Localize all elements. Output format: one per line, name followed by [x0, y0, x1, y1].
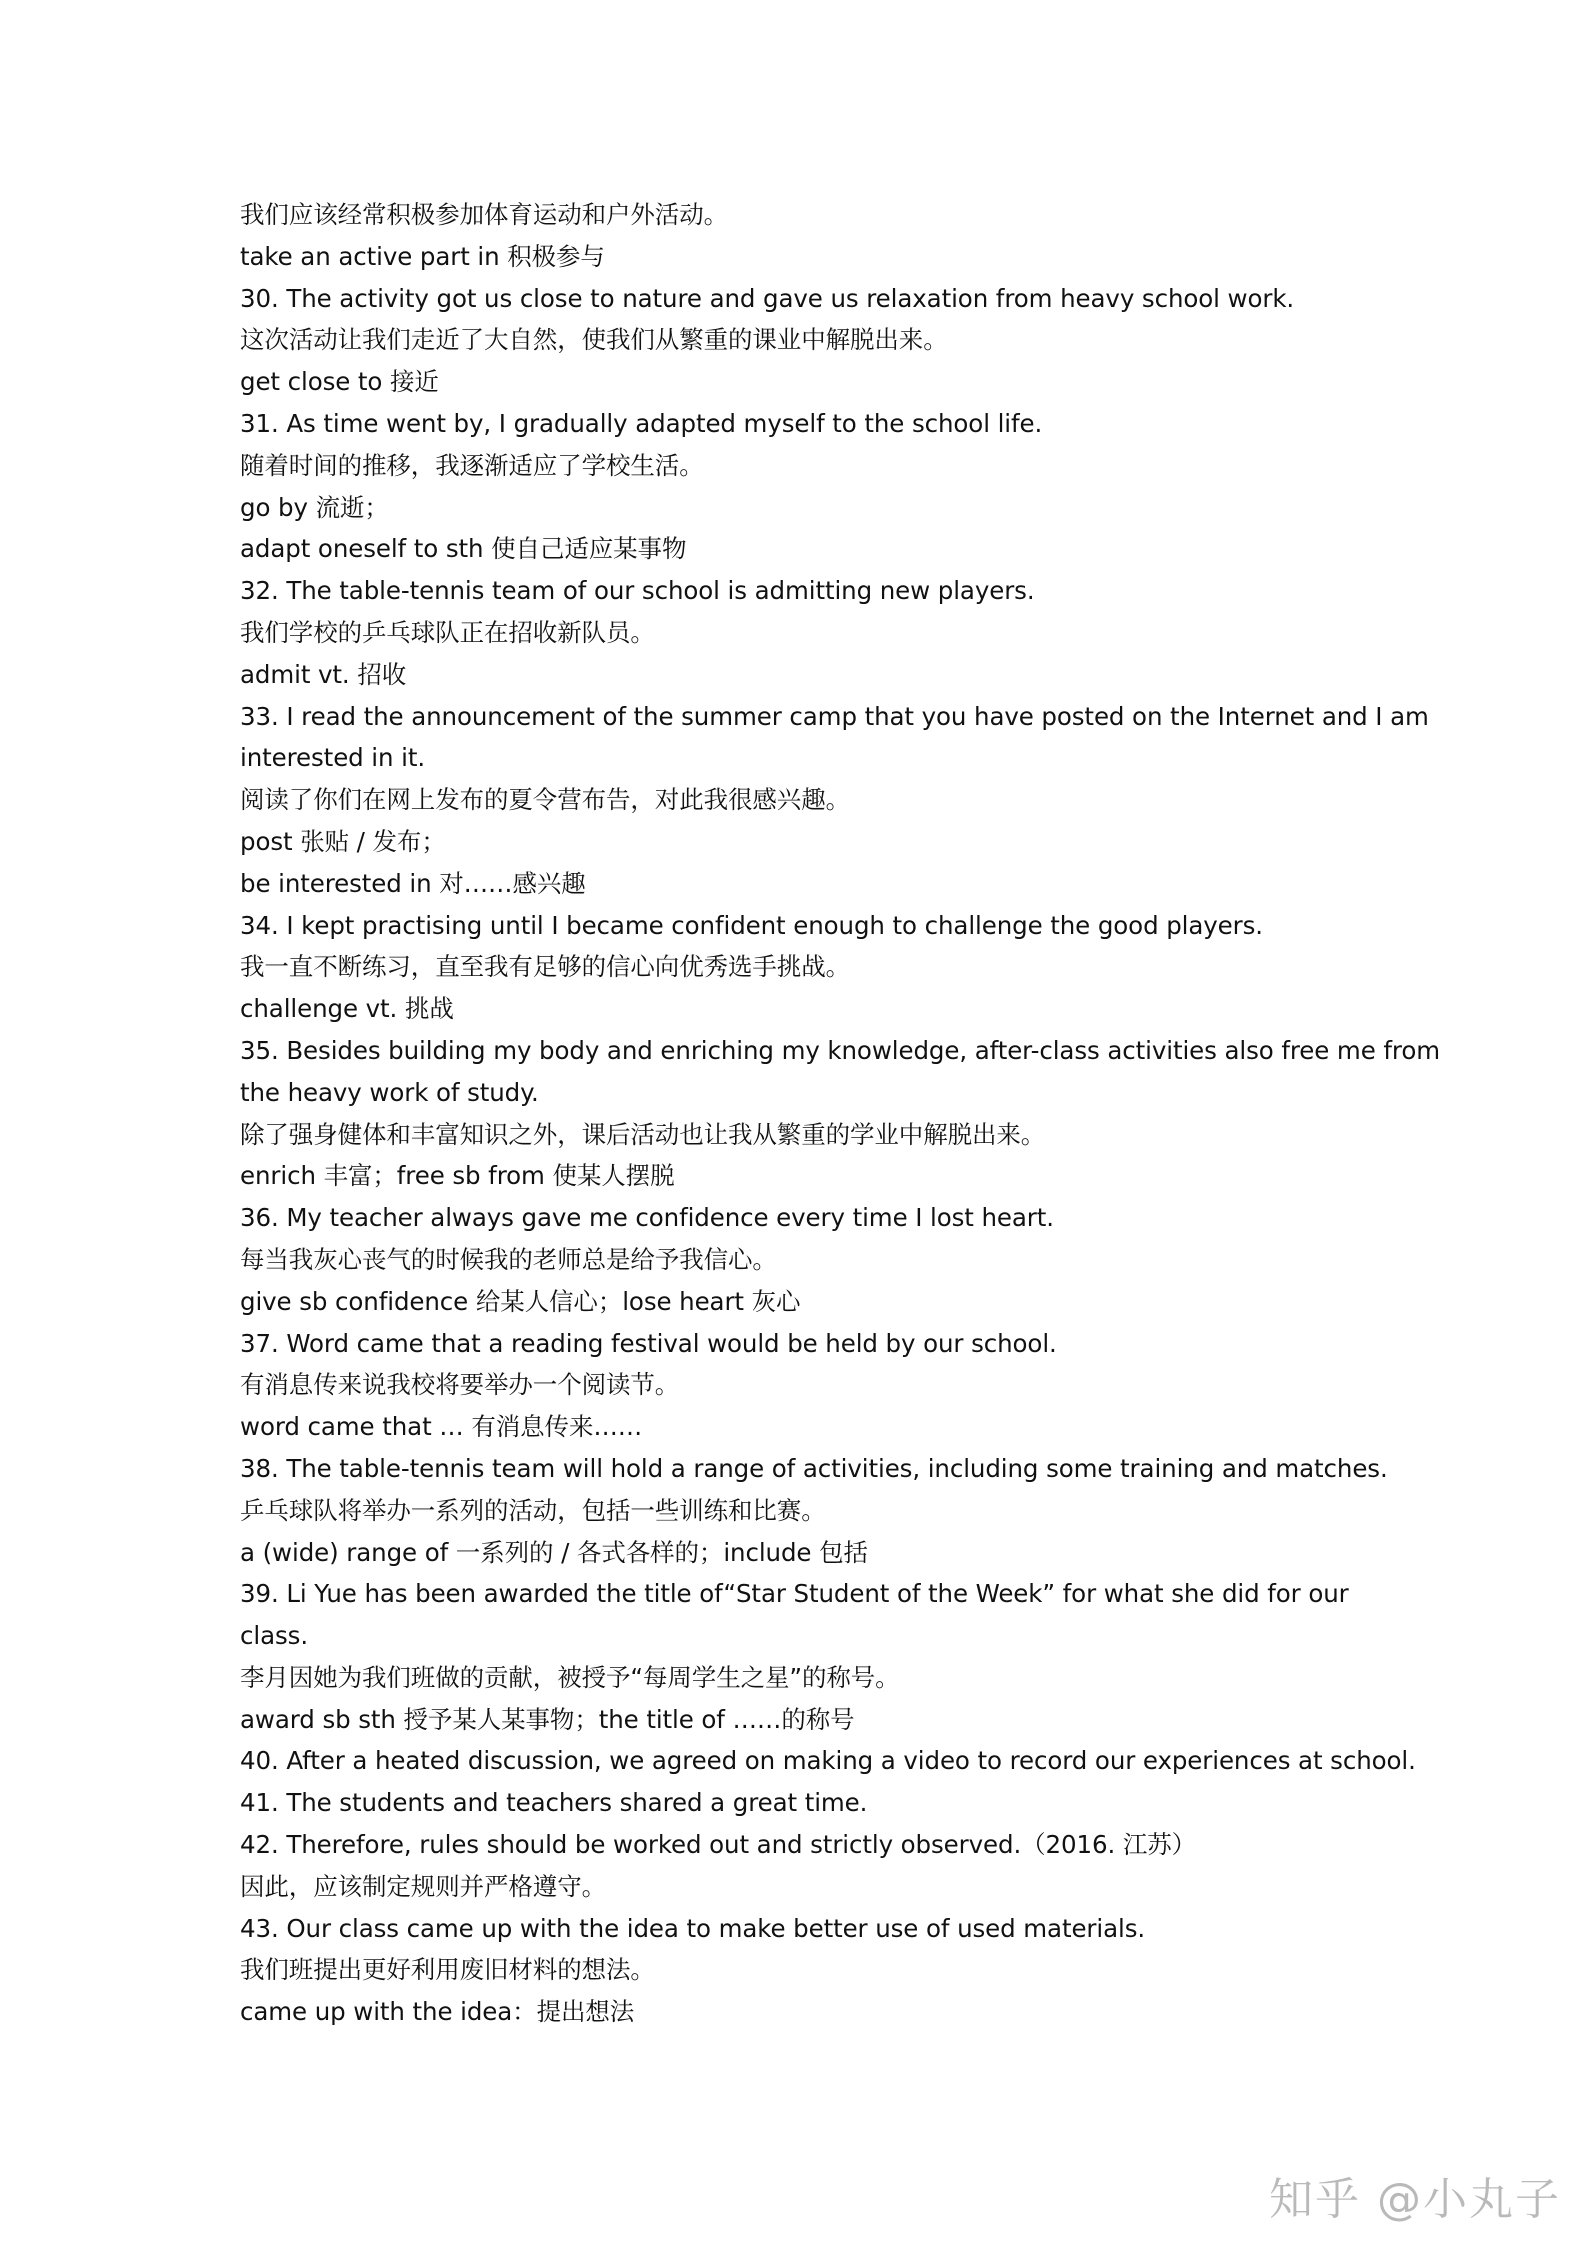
text-line: adapt oneself to sth 使自己适应某事物: [240, 534, 687, 564]
text-line: class.: [240, 1621, 309, 1651]
document-body: [240, 194, 1440, 2033]
text-line: give sb confidence 给某人信心；lose heart 灰心: [240, 1286, 801, 1316]
text-line: be interested in 对……感兴趣: [240, 868, 586, 898]
text-line: go by 流逝；: [240, 492, 389, 522]
text-line: challenge vt. 挑战: [240, 994, 454, 1024]
text-line: 39. Li Yue has been awarded the title of“Star Student of the Week” for what she did for our: [240, 1579, 1349, 1609]
text-line: take an active part in 积极参与: [240, 241, 605, 271]
text-line: 43. Our class came up with the idea to make better use of used materials.: [240, 1913, 1146, 1943]
text-line: enrich 丰富；free sb from 使某人摆脱: [240, 1161, 675, 1191]
text-line: 36. My teacher always gave me confidence every time I lost heart.: [240, 1203, 1054, 1233]
text-line: 42. Therefore, rules should be worked out and strictly observed.（2016. 江苏）: [240, 1830, 1197, 1860]
text-line: 41. The students and teachers shared a great time.: [240, 1788, 868, 1818]
text-line: 我们班提出更好利用废旧材料的想法。: [240, 1955, 655, 1985]
text-line: came up with the idea：提出想法: [240, 1997, 635, 2027]
text-line: 我们学校的乒乓球队正在招收新队员。: [240, 617, 655, 647]
text-line: award sb sth 授予某人某事物；the title of ……的称号: [240, 1704, 855, 1734]
text-line: get close to 接近: [240, 367, 439, 397]
text-line: 30. The activity got us close to nature and gave us relaxation from heavy school work.: [240, 283, 1295, 313]
text-line: 33. I read the announcement of the summer camp that you have posted on the Internet and I am: [240, 701, 1429, 731]
text-line: 阅读了你们在网上发布的夏令营布告，对此我很感兴趣。: [240, 785, 850, 815]
text-line: interested in it.: [240, 743, 426, 773]
text-line: 34. I kept practising until I became confident enough to challenge the good players.: [240, 910, 1263, 940]
text-line: the heavy work of study.: [240, 1077, 539, 1107]
text-line: 31. As time went by, I gradually adapted myself to the school life.: [240, 408, 1043, 438]
zhihu-watermark: 知乎 @小丸子: [1269, 2174, 1561, 2225]
text-line: 这次活动让我们走近了大自然，使我们从繁重的课业中解脱出来。: [240, 325, 948, 355]
text-line: 我一直不断练习，直至我有足够的信心向优秀选手挑战。: [240, 952, 850, 982]
text-line: 有消息传来说我校将要举办一个阅读节。: [240, 1370, 680, 1400]
text-line: 35. Besides building my body and enriching my knowledge, after-class activities also free me from: [240, 1035, 1440, 1065]
text-line: admit vt. 招收: [240, 659, 407, 689]
text-line: 随着时间的推移，我逐渐适应了学校生活。: [240, 450, 704, 480]
text-line: a (wide) range of 一系列的 / 各式各样的；include 包括: [240, 1537, 868, 1567]
text-line: 乒乓球队将举办一系列的活动，包括一些训练和比赛。: [240, 1495, 826, 1525]
text-line: post 张贴 / 发布；: [240, 826, 446, 856]
text-line: 32. The table-tennis team of our school is admitting new players.: [240, 576, 1035, 606]
text-line: 38. The table-tennis team will hold a range of activities, including some training and matches.: [240, 1453, 1388, 1483]
text-line: 每当我灰心丧气的时候我的老师总是给予我信心。: [240, 1244, 777, 1274]
text-line: 除了强身健体和丰富知识之外，课后活动也让我从繁重的学业中解脱出来。: [240, 1119, 1046, 1149]
text-line: 李月因她为我们班做的贡献，被授予“每周学生之星”的称号。: [240, 1662, 900, 1692]
text-line: 因此，应该制定规则并严格遵守。: [240, 1871, 606, 1901]
text-line: word came that … 有消息传来……: [240, 1412, 643, 1442]
text-line: 37. Word came that a reading festival would be held by our school.: [240, 1328, 1057, 1358]
text-line: 我们应该经常积极参加体育运动和户外活动。: [240, 200, 728, 229]
text-line: 40. After a heated discussion, we agreed on making a video to record our experiences at school.: [240, 1746, 1416, 1776]
